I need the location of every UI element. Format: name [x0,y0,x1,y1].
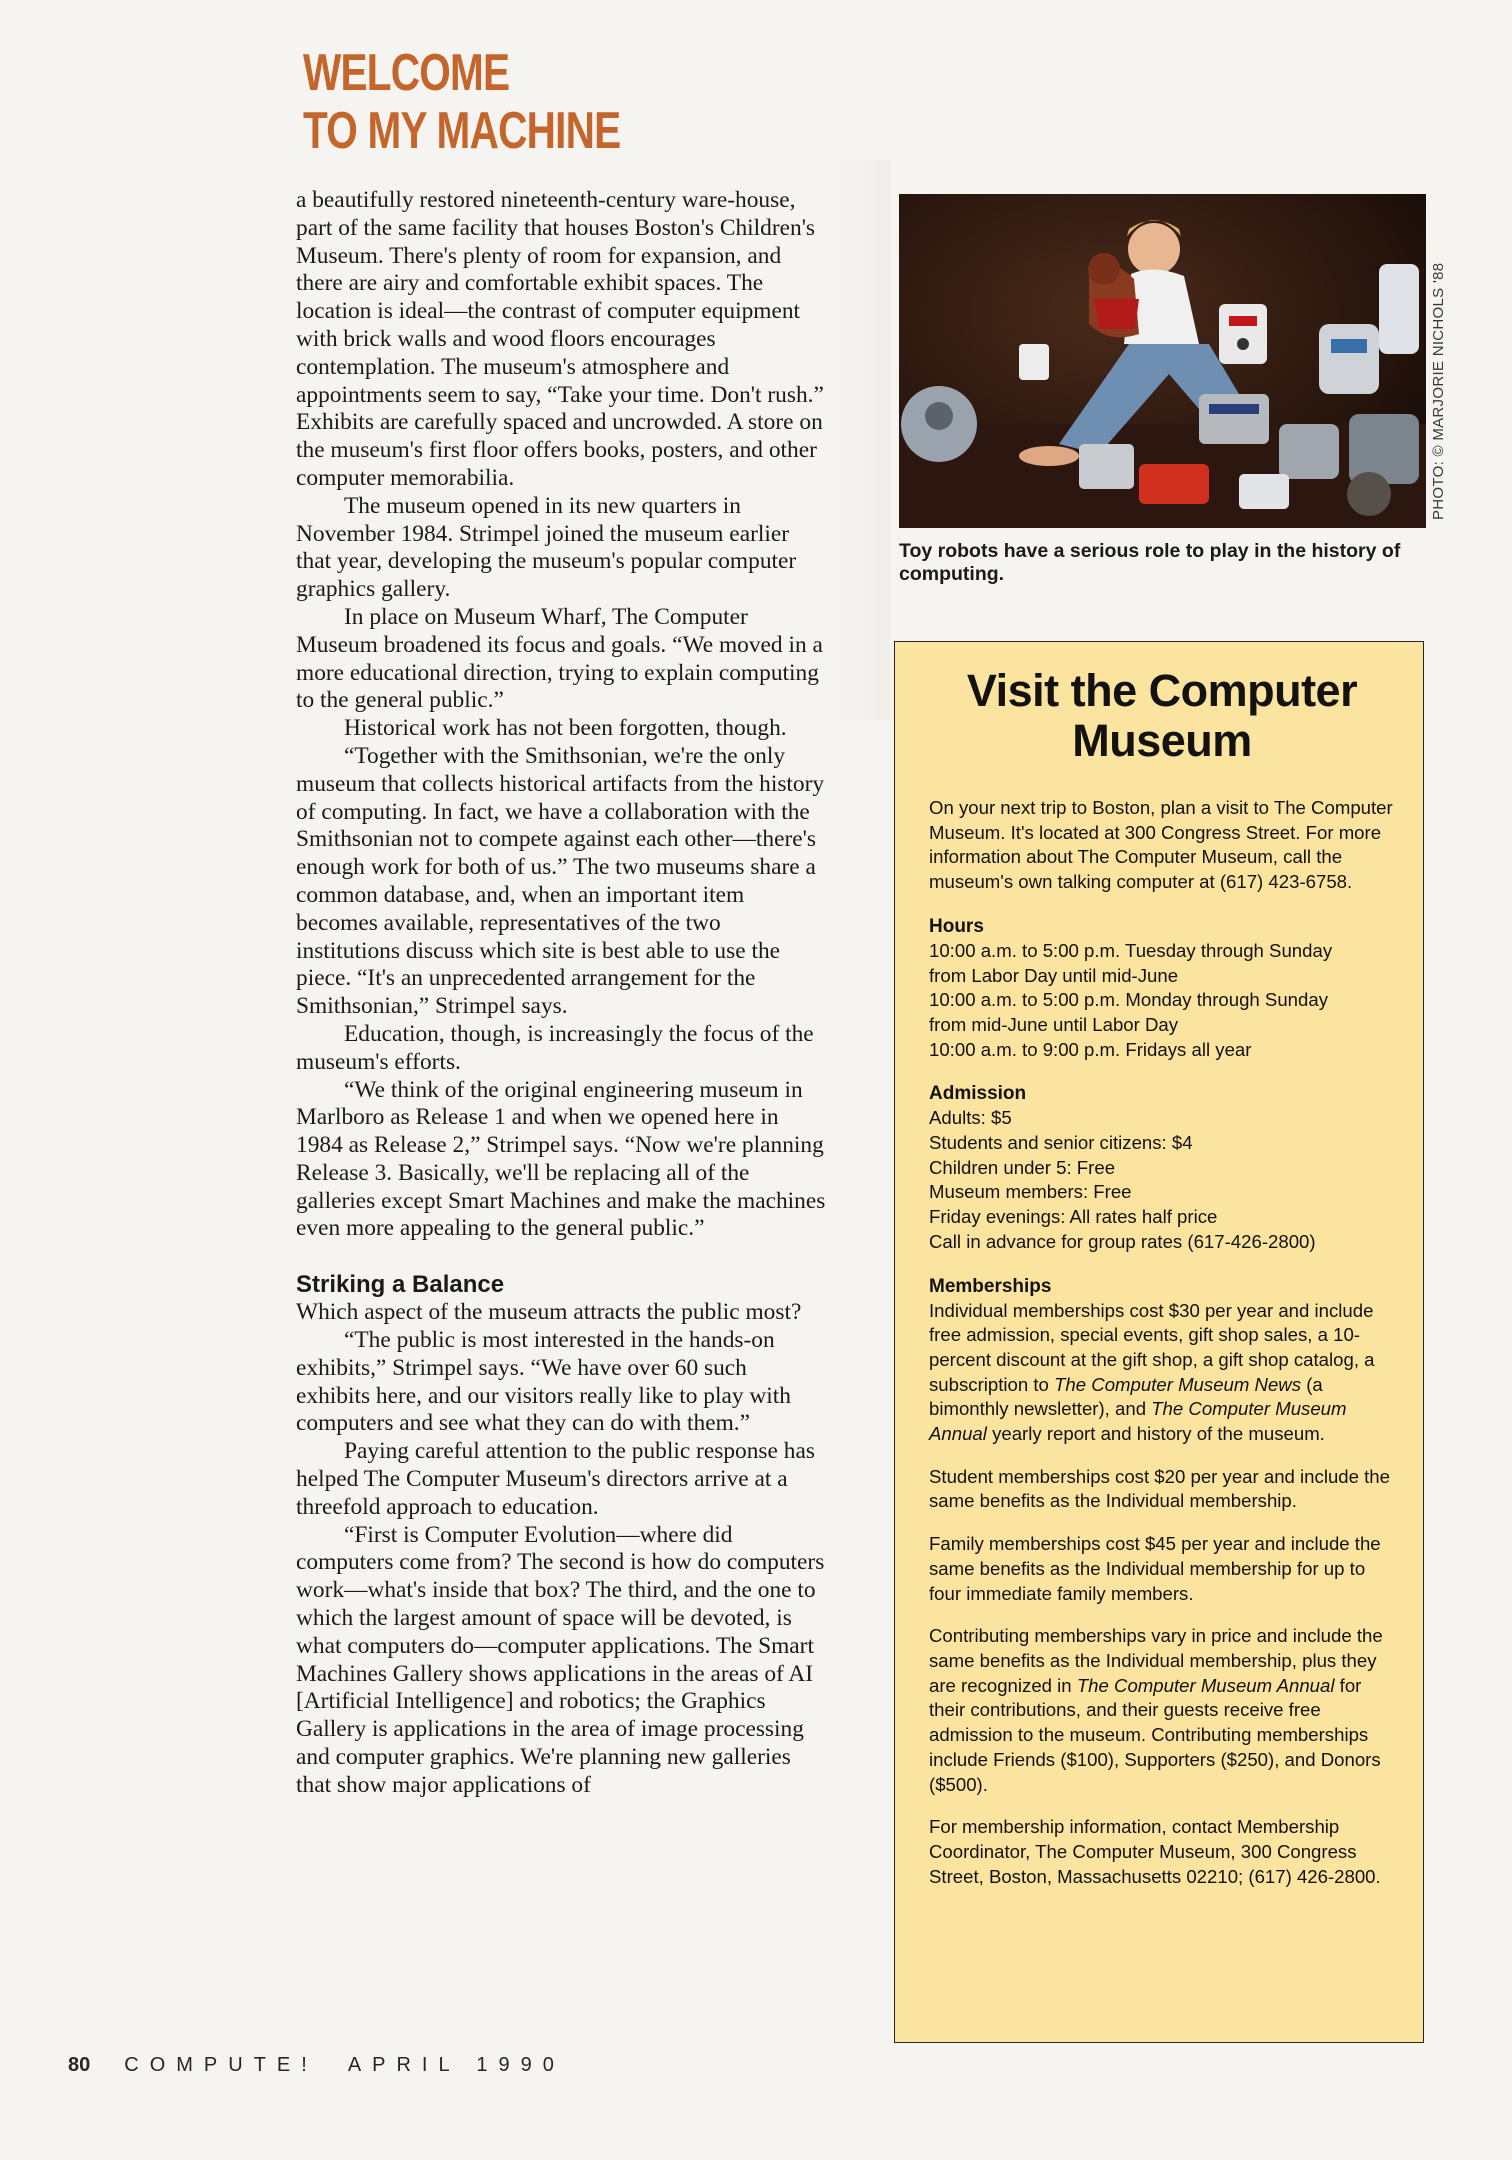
admission-line: Adults: $5 [929,1107,1012,1129]
robot-toys-photo [899,194,1426,528]
newsletter-title: The Computer Museum News [1054,1373,1302,1395]
sidebar-intro: On your next trip to Boston, plan a visit to The Computer Museum. It's located at 300 Congress Street. For more information about The Computer Museum, call the museum's own talking computer at (617) 423-6758. [929,797,1393,893]
membership-individual [929,1299,1395,1447]
headline-line-2: TO MY MACHINE [303,102,621,160]
headline-line-1: WELCOME [303,44,510,102]
membership-contact: For membership information, contact Membership Coordinator, The Computer Museum, 300 Congress Street, Boston, Massachusetts 02210; (617) 426-2800. [929,1816,1381,1887]
admission-line: Children under 5: Free [929,1156,1116,1178]
article-paragraph: In place on Museum Wharf, The Computer Museum broadened its focus and goals. “We moved in a more educational direction, trying to explain computing to the general public.” [296,603,823,714]
membership-text: yearly report and history of the museum. [986,1423,1325,1445]
membership-text: (a bimonthly newsletter), and [929,1373,1323,1420]
page-footer [68,2054,565,2077]
admission-list [929,1106,1395,1254]
article-paragraph: “First is Computer Evolution—where did computers come from? The second is how do computers work—what's inside that box? The third, and the one to which the largest amount of space will be devoted, is what computers do—computer applications. The Smart Machines Gallery shows applications in the areas of AI [Artificial Intelligence] and robotics; the Graphics Gallery is applications in the area of image processing and computer graphics. We're planning new galleries that show major applications of [296,1521,825,1798]
photo-credit: PHOTO: © MARJORIE NICHOLS '88 [1430,262,1447,520]
sidebar-box [894,641,1424,2043]
admission-line: Friday evenings: All rates half price [929,1206,1218,1228]
annual-title: The Computer Museum Annual [1076,1674,1335,1696]
article-paragraph: Paying careful attention to the public response has helped The Computer Museum's directors arrive at a threefold approach to education. [296,1438,815,1520]
hours-heading: Hours [929,915,984,937]
page-shadow [830,160,890,720]
admission-line: Students and senior citizens: $4 [929,1132,1193,1154]
article-paragraph: a beautifully restored nineteenth-century ware-house, part of the same facility that houses Boston's Children's Museum. There's plenty of room for expansion, and there are airy and comfortable exhibit spaces. The location is ideal—the contrast of computer equipment with brick walls and wood floors encourages contemplation. The museum's atmosphere and appointments seem to say, “Take your time. Don't rush.” Exhibits are carefully spaced and uncrowded. A store on the museum's first floor offers books, posters, and other computer memorabilia. [296,187,824,491]
annual-title: The Computer Museum Annual [929,1398,1347,1445]
admission-heading: Admission [929,1083,1027,1105]
magazine-name: COMPUTE! [124,2054,318,2076]
hours-line: from Labor Day until mid-June [929,964,1179,986]
membership-text: Individual memberships cost $30 per year and include free admission, special events, gift shop sales, a 10-percent discount at the gift shop, a gift shop catalog, a subscription to [929,1299,1375,1395]
sidebar-title: Visit the Computer Museum [966,665,1358,766]
photo-caption: Toy robots have a serious role to play in the history of computing. [899,540,1401,585]
article-paragraph: Education, though, is increasingly the focus of the museum's efforts. [296,1020,814,1075]
hours-line: from mid-June until Labor Day [929,1013,1179,1035]
article-headline [303,44,631,160]
membership-family: Family memberships cost $45 per year and include the same benefits as the Individual membership for up to four immediate family members. [929,1533,1381,1604]
article-body [296,187,826,1800]
page-number: 80 [68,2054,91,2076]
hours-line: 10:00 a.m. to 5:00 p.m. Tuesday through Sunday [929,939,1333,961]
admission-line: Museum members: Free [929,1181,1132,1203]
membership-text: Contributing memberships vary in price and include the same benefits as the Individual membership, plus they are recognized in [929,1625,1383,1696]
article-paragraph: Historical work has not been forgotten, though. [344,715,787,742]
hours-line: 10:00 a.m. to 5:00 p.m. Monday through Sunday [929,989,1328,1011]
membership-student: Student memberships cost $20 per year and include the same benefits as the Individual membership. [929,1465,1390,1512]
hours-list [929,939,1395,1063]
article-paragraph: “We think of the original engineering museum in Marlboro as Release 1 and when we opened here in 1984 as Release 2,” Strimpel says. “Now we're planning Release 3. Basically, we'll be replacing all of the galleries except Smart Machines and make the machines even more appealing to the general public.” [296,1076,826,1242]
admission-line: Call in advance for group rates (617-426-2800) [929,1230,1316,1252]
article-paragraph: “Together with the Smithsonian, we're the only museum that collects historical artifacts from the history of computing. In fact, we have a collaboration with the Smithsonian not to compete against each other—there's enough work for both of us.” The two museums share a common database, and, when an important item becomes available, representatives of the two institutions discuss which site is best able to use the piece. “It's an unprecedented arrangement for the Smithsonian,” Strimpel says. [296,742,825,1020]
membership-text: for their contributions, and their guests receive free admission to the museum. Contributing memberships include Friends ($100), Supporters ($250), and Donors ($500). [929,1674,1381,1795]
article-paragraph: Which aspect of the museum attracts the public most? [296,1299,802,1326]
memberships-heading: Memberships [929,1275,1052,1297]
membership-contributing [929,1624,1395,1797]
hours-line: 10:00 a.m. to 9:00 p.m. Fridays all year [929,1038,1252,1060]
article-paragraph: The museum opened in its new quarters in November 1984. Strimpel joined the museum earlier that year, developing the museum's popular computer graphics gallery. [296,492,797,603]
article-paragraph: “The public is most interested in the hands-on exhibits,” Strimpel says. “We have over 60 such exhibits here, and our visitors really like to play with computers and see what they can do with them.” [296,1327,791,1437]
issue-date: APRIL 1990 [347,2054,565,2076]
article-subhead: Striking a Balance [296,1271,505,1299]
